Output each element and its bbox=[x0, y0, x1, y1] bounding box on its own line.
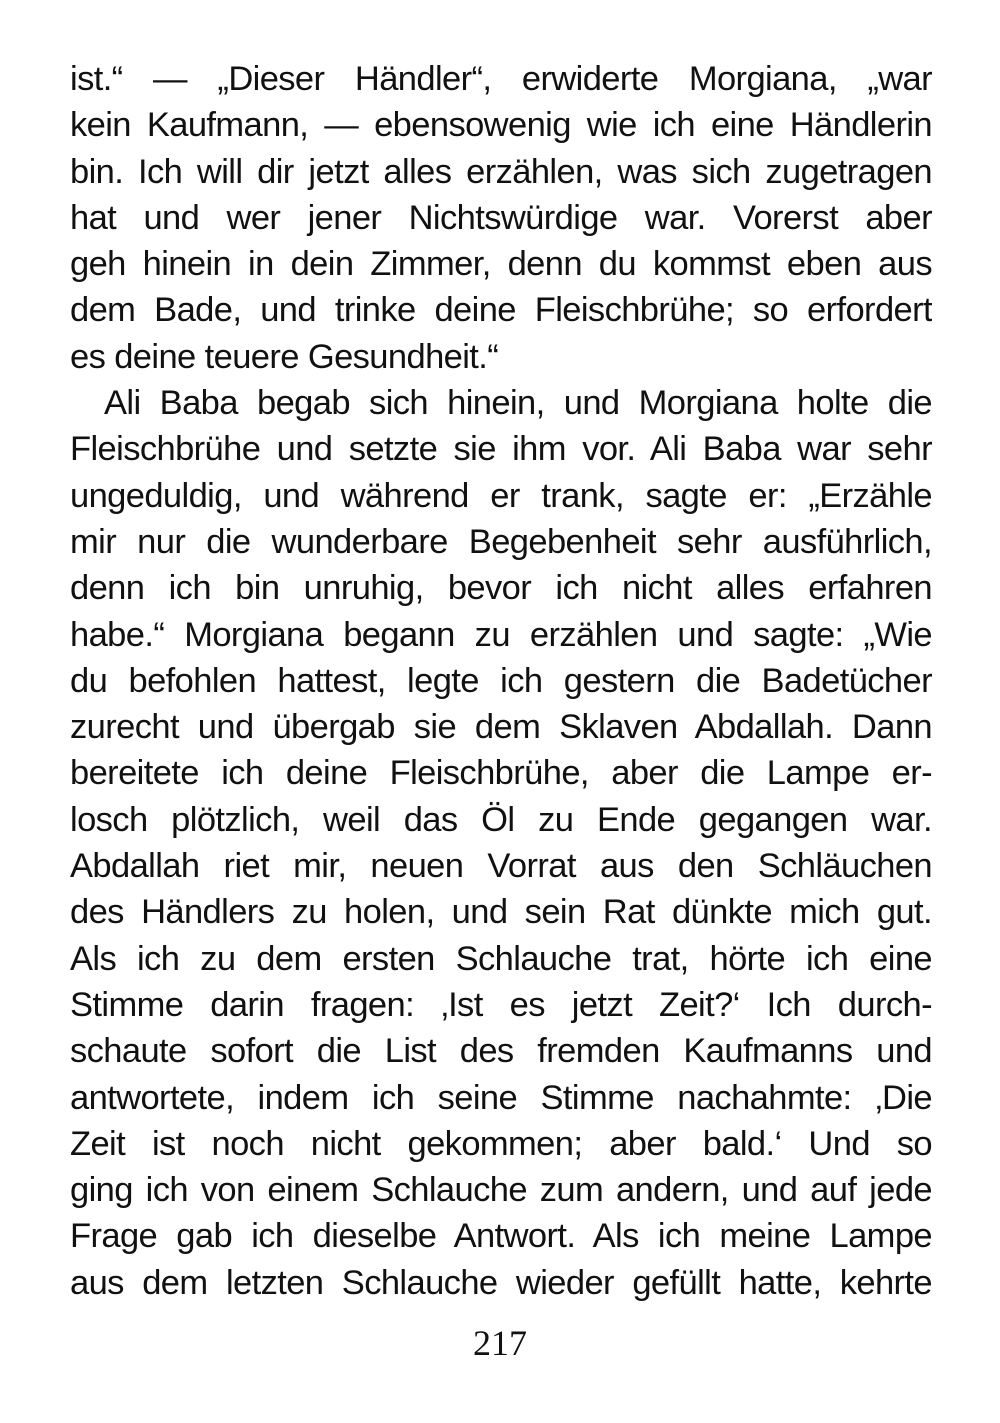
body-text bbox=[70, 56, 932, 1306]
text-line: dem Bade, und trinke deine Fleischbrühe; so erfordert bbox=[70, 291, 932, 330]
text-line: Frage gab ich dieselbe Antwort. Als ich meine Lampe bbox=[70, 1217, 932, 1256]
text-line: antwortete, indem ich seine Stimme nachahmte: ‚Die bbox=[70, 1078, 932, 1117]
text-line: ist.“ — „Dieser Händler“, erwiderte Morgiana, „war bbox=[70, 60, 932, 98]
text-line: du befohlen hattest, legte ich gestern die Badetücher bbox=[70, 661, 932, 700]
text-line: Als ich zu dem ersten Schlauche trat, hörte ich eine bbox=[70, 939, 932, 978]
text-line: kein Kaufmann, — ebensowenig wie ich eine Händlerin bbox=[70, 106, 932, 145]
text-line: bereitete ich deine Fleischbrühe, aber die Lampe er- bbox=[70, 754, 932, 793]
text-line: bin. Ich will dir jetzt alles erzählen, was sich zugetragen bbox=[70, 152, 932, 191]
text-line: schaute sofort die List des fremden Kaufmanns und bbox=[70, 1032, 932, 1071]
text-line: des Händlers zu holen, und sein Rat dünkte mich gut. bbox=[70, 893, 932, 932]
text-line: Ali Baba begab sich hinein, und Morgiana holte die bbox=[104, 384, 932, 423]
text-line: mir nur die wunderbare Begebenheit sehr ausführlich, bbox=[70, 522, 932, 561]
text-line: zurecht und übergab sie dem Sklaven Abdallah. Dann bbox=[70, 708, 932, 747]
text-line: es deine teuere Gesundheit.“ bbox=[70, 337, 499, 376]
text-line: habe.“ Morgiana begann zu erzählen und sagte: „Wie bbox=[70, 615, 932, 654]
text-line: Stimme darin fragen: ‚Ist es jetzt Zeit?‘ Ich durch- bbox=[70, 985, 932, 1024]
text-line: Fleischbrühe und setzte sie ihm vor. Ali Baba war sehr bbox=[70, 430, 932, 469]
text-line: ungeduldig, und während er trank, sagte er: „Erzähle bbox=[70, 476, 932, 515]
page-number: 217 bbox=[473, 1323, 527, 1363]
text-line: denn ich bin unruhig, bevor ich nicht alles erfahren bbox=[70, 569, 932, 608]
text-line: aus dem letzten Schlauche wieder gefüllt hatte, kehrte bbox=[70, 1263, 932, 1302]
text-line: hat und wer jener Nichtswürdige war. Vorerst aber bbox=[70, 198, 932, 237]
text-line: Abdallah riet mir, neuen Vorrat aus den Schläuchen bbox=[70, 847, 932, 886]
text-line: geh hinein in dein Zimmer, denn du kommst eben aus bbox=[70, 245, 932, 284]
text-line: losch plötzlich, weil das Öl zu Ende gegangen war. bbox=[70, 800, 932, 839]
text-line: Zeit ist noch nicht gekommen; aber bald.‘ Und so bbox=[70, 1124, 932, 1163]
text-line: ging ich von einem Schlauche zum andern, und auf jede bbox=[70, 1171, 932, 1210]
